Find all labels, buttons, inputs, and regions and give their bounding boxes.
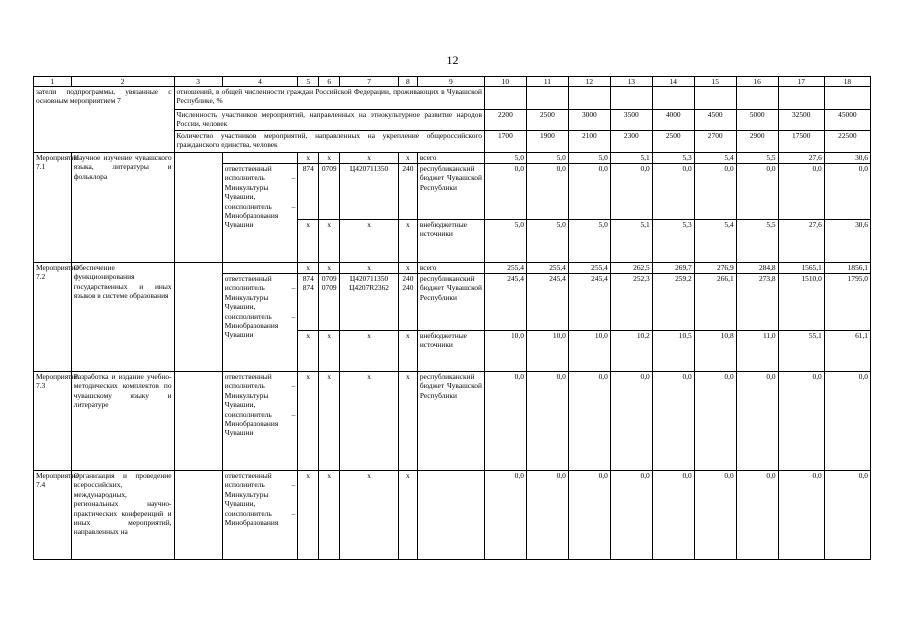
indicator-text: отношений, в общей численности граждан Российской Федерации, проживающих в Чувашской Республике, % <box>174 87 484 110</box>
indicator-value <box>526 87 568 110</box>
amount-value: 5,0 <box>568 220 610 263</box>
amount-value: 0,0 <box>778 372 824 471</box>
amount-value: 255,4 <box>484 263 526 274</box>
column-number: 11 <box>526 77 568 87</box>
indicator-value <box>778 87 824 110</box>
amount-value: 0,0 <box>652 471 694 560</box>
amount-value: 259,2 <box>652 274 694 331</box>
funding-source: республиканский бюджет Чувашской Республики <box>417 372 484 471</box>
indicator-value: 2200 <box>484 110 526 131</box>
empty-cell <box>174 263 222 372</box>
budget-code: x <box>298 263 319 274</box>
amount-value: 5,3 <box>652 220 694 263</box>
amount-value: 5,0 <box>484 153 526 164</box>
amount-value: 10,0 <box>568 331 610 372</box>
indicator-value <box>694 87 736 110</box>
event-name: Разработка и издание учебно-методических комплектов по чувашскому языку и литературе <box>71 372 174 471</box>
amount-value: 10,8 <box>694 331 736 372</box>
indicator-value <box>736 87 778 110</box>
amount-value: 1565,1 <box>778 263 824 274</box>
amount-value: 0,0 <box>568 372 610 471</box>
column-number: 4 <box>222 77 298 87</box>
amount-value: 10,0 <box>526 331 568 372</box>
amount-value: 0,0 <box>694 372 736 471</box>
funding-source: республиканский бюджет Чувашской Республики <box>417 274 484 331</box>
amount-value: 252,3 <box>610 274 652 331</box>
indicator-value: 2500 <box>526 110 568 131</box>
empty-cell <box>222 153 298 164</box>
indicator-value <box>652 87 694 110</box>
budget-code: 874 <box>298 164 319 220</box>
section-code: x <box>319 471 340 560</box>
column-number: 10 <box>484 77 526 87</box>
amount-value: 11,0 <box>736 331 778 372</box>
amount-value: 284,8 <box>736 263 778 274</box>
amount-value: 0,0 <box>484 164 526 220</box>
amount-value: 1856,1 <box>824 263 870 274</box>
budget-code: x <box>298 153 319 164</box>
section-code: x <box>319 220 340 263</box>
table-row <box>34 471 871 560</box>
target-code: Ц420711350 <box>340 164 399 220</box>
amount-value: 61,1 <box>824 331 870 372</box>
section-code: 0709 <box>319 164 340 220</box>
target-code: x <box>340 153 399 164</box>
expense-code: x <box>398 263 417 274</box>
event-label: Мероприятие 7.1 <box>34 153 72 263</box>
empty-cell <box>174 153 222 263</box>
budget-code: x <box>298 372 319 471</box>
budget-code: x <box>298 220 319 263</box>
indicator-value: 32500 <box>778 110 824 131</box>
expense-code: x <box>398 471 417 560</box>
indicator-value: 2900 <box>736 131 778 153</box>
target-code: x <box>340 220 399 263</box>
indicator-value: 1700 <box>484 131 526 153</box>
section-code: x <box>319 331 340 372</box>
funding-source: внебюджетные источники <box>417 220 484 263</box>
amount-value: 0,0 <box>824 471 870 560</box>
amount-value: 5,5 <box>736 153 778 164</box>
amount-value: 0,0 <box>526 164 568 220</box>
expense-code: x <box>398 153 417 164</box>
table-row <box>34 153 871 164</box>
column-number: 15 <box>694 77 736 87</box>
indicator-value: 17500 <box>778 131 824 153</box>
target-code: x <box>340 372 399 471</box>
indicator-value: 2100 <box>568 131 610 153</box>
amount-value: 10,5 <box>652 331 694 372</box>
amount-value: 55,1 <box>778 331 824 372</box>
amount-value: 245,4 <box>484 274 526 331</box>
column-number: 16 <box>736 77 778 87</box>
amount-value: 0,0 <box>652 164 694 220</box>
indicator-value: 3000 <box>568 110 610 131</box>
amount-value: 0,0 <box>694 471 736 560</box>
column-number: 9 <box>417 77 484 87</box>
amount-value: 245,4 <box>568 274 610 331</box>
amount-value: 5,1 <box>610 220 652 263</box>
column-number: 3 <box>174 77 222 87</box>
column-number: 8 <box>398 77 417 87</box>
indicator-text: Количество участников мероприятий, направленных на укрепление общероссийского гражданского единства, человек <box>174 131 484 153</box>
column-number: 6 <box>319 77 340 87</box>
expense-code: 240 <box>398 164 417 220</box>
event-executor: ответственный исполнитель – Минкультуры Чувашии, соисполнитель – Минобразования Чувашии <box>222 164 298 263</box>
funding-source: внебюджетные источники <box>417 331 484 372</box>
amount-value: 266,1 <box>694 274 736 331</box>
column-number: 7 <box>340 77 399 87</box>
amount-value: 0,0 <box>778 471 824 560</box>
amount-value: 0,0 <box>736 471 778 560</box>
event-label: Мероприятие 7.2 <box>34 263 72 372</box>
indicator-value: 3500 <box>610 110 652 131</box>
amount-value: 0,0 <box>526 471 568 560</box>
empty-cell <box>174 471 222 560</box>
amount-value: 0,0 <box>736 372 778 471</box>
indicator-value <box>610 87 652 110</box>
target-code: x <box>340 331 399 372</box>
expense-code: x <box>398 331 417 372</box>
amount-value: 5,0 <box>484 220 526 263</box>
amount-value: 255,4 <box>526 263 568 274</box>
expense-code: x <box>398 372 417 471</box>
table-header-row <box>34 77 871 87</box>
target-code: Ц420711350 Ц4207R2362 <box>340 274 399 331</box>
indicator-value: 4500 <box>694 110 736 131</box>
amount-value: 276,9 <box>694 263 736 274</box>
funding-source: всего <box>417 263 484 274</box>
page-number: 12 <box>446 53 459 67</box>
indicator-group-label: затели подпрограммы, увязанные с основным мероприятием 7 <box>34 87 175 153</box>
amount-value: 5,0 <box>568 153 610 164</box>
indicator-value: 2500 <box>652 131 694 153</box>
amount-value: 27,6 <box>778 153 824 164</box>
empty-cell <box>174 372 222 471</box>
column-number: 17 <box>778 77 824 87</box>
amount-value: 0,0 <box>610 471 652 560</box>
column-number: 1 <box>34 77 72 87</box>
amount-value: 1510,0 <box>778 274 824 331</box>
indicator-value: 22500 <box>824 131 870 153</box>
amount-value: 0,0 <box>484 372 526 471</box>
amount-value: 0,0 <box>568 164 610 220</box>
indicator-value: 2300 <box>610 131 652 153</box>
amount-value: 0,0 <box>824 372 870 471</box>
indicator-value: 2700 <box>694 131 736 153</box>
amount-value: 0,0 <box>824 164 870 220</box>
amount-value: 27,6 <box>778 220 824 263</box>
section-code: x <box>319 263 340 274</box>
indicator-value: 4000 <box>652 110 694 131</box>
event-executor: ответственный исполнитель – Минкультуры Чувашии, соисполнитель – Минобразования <box>222 471 298 560</box>
indicator-text: Численность участников мероприятий, направленных на этнокультурное развитие народов России, человек <box>174 110 484 131</box>
column-number: 5 <box>298 77 319 87</box>
column-number: 2 <box>71 77 174 87</box>
budget-code: x <box>298 471 319 560</box>
event-name: Организация и проведение всероссийских, международных, региональных научно-практических конференций и иных мероприятий, направленных на <box>71 471 174 560</box>
amount-value: 5,5 <box>736 220 778 263</box>
amount-value: 0,0 <box>484 471 526 560</box>
event-executor: ответственный исполнитель – Минкультуры Чувашии, соисполнитель – Минобразования Чувашии <box>222 372 298 471</box>
amount-value: 0,0 <box>610 372 652 471</box>
budget-code: x <box>298 331 319 372</box>
amount-value: 30,6 <box>824 220 870 263</box>
indicator-value: 1900 <box>526 131 568 153</box>
amount-value: 0,0 <box>694 164 736 220</box>
amount-value: 255,4 <box>568 263 610 274</box>
budget-code: 874 874 <box>298 274 319 331</box>
column-number: 18 <box>824 77 870 87</box>
empty-cell <box>222 263 298 274</box>
expense-code: x <box>398 220 417 263</box>
expense-code: 240 240 <box>398 274 417 331</box>
indicator-value: 5000 <box>736 110 778 131</box>
amount-value: 273,8 <box>736 274 778 331</box>
amount-value: 5,0 <box>526 153 568 164</box>
section-code: 0709 0709 <box>319 274 340 331</box>
amount-value: 5,1 <box>610 153 652 164</box>
section-code: x <box>319 372 340 471</box>
event-name: Научное изучение чувашского языка, литературы и фольклора <box>71 153 174 263</box>
amount-value: 5,3 <box>652 153 694 164</box>
funding-source: всего <box>417 153 484 164</box>
target-code: x <box>340 263 399 274</box>
amount-value: 0,0 <box>610 164 652 220</box>
indicator-value <box>484 87 526 110</box>
indicator-row <box>34 87 871 110</box>
amount-value: 5,0 <box>526 220 568 263</box>
amount-value: 5,4 <box>694 153 736 164</box>
amount-value: 262,5 <box>610 263 652 274</box>
table-row <box>34 263 871 274</box>
section-code: x <box>319 153 340 164</box>
amount-value: 269,7 <box>652 263 694 274</box>
indicator-value <box>568 87 610 110</box>
table-row <box>34 372 871 471</box>
indicator-value <box>824 87 870 110</box>
amount-value: 0,0 <box>778 164 824 220</box>
amount-value: 0,0 <box>526 372 568 471</box>
column-number: 14 <box>652 77 694 87</box>
funding-source: республиканский бюджет Чувашской Республики <box>417 164 484 220</box>
amount-value: 10,2 <box>610 331 652 372</box>
event-name: Обеспечение функционирования государственных и иных языков в системе образования <box>71 263 174 372</box>
amount-value: 10,0 <box>484 331 526 372</box>
budget-table <box>33 76 871 560</box>
amount-value: 0,0 <box>652 372 694 471</box>
event-label: Мероприятие 7.3 <box>34 372 72 471</box>
event-executor: ответственный исполнитель – Минкультуры Чувашии, соисполнитель – Минобразования Чувашии <box>222 274 298 372</box>
column-number: 12 <box>568 77 610 87</box>
funding-source <box>417 471 484 560</box>
amount-value: 5,4 <box>694 220 736 263</box>
target-code: x <box>340 471 399 560</box>
event-label: Мероприятие 7.4 <box>34 471 72 560</box>
amount-value: 1795,0 <box>824 274 870 331</box>
column-number: 13 <box>610 77 652 87</box>
indicator-value: 45000 <box>824 110 870 131</box>
amount-value: 0,0 <box>568 471 610 560</box>
amount-value: 30,6 <box>824 153 870 164</box>
amount-value: 245,4 <box>526 274 568 331</box>
amount-value: 0,0 <box>736 164 778 220</box>
